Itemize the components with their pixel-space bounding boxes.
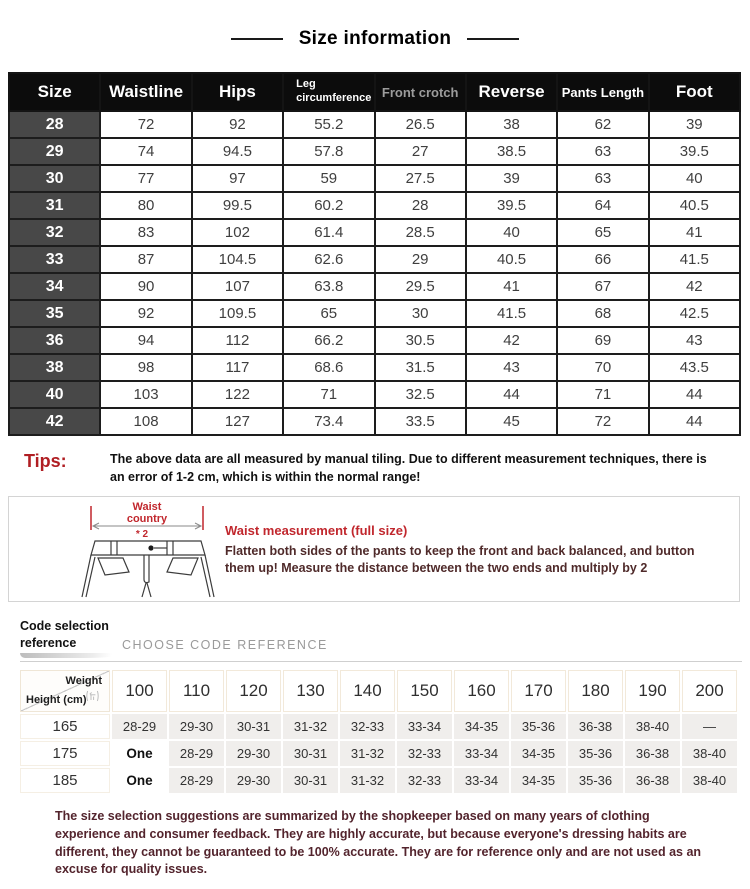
measurement-cell: 112 <box>192 327 283 354</box>
measurement-cell: 44 <box>649 408 740 435</box>
measurement-cell: 72 <box>557 408 648 435</box>
size-table-body <box>9 111 740 435</box>
measurement-cell: 42.5 <box>649 300 740 327</box>
measurement-cell: 71 <box>557 381 648 408</box>
measurement-cell: 32.5 <box>375 381 466 408</box>
code-cell: 31-32 <box>340 741 395 766</box>
code-cell: 30-31 <box>226 714 281 739</box>
measurement-cell: 38.5 <box>466 138 557 165</box>
waist-measurement-panel <box>8 496 740 602</box>
code-cell: 29-30 <box>226 768 281 793</box>
measurement-cell: 92 <box>100 300 191 327</box>
button-dot <box>148 546 153 551</box>
measurement-cell: 40.5 <box>466 246 557 273</box>
tips-section <box>24 450 750 486</box>
measurement-cell: 73.4 <box>283 408 374 435</box>
weight-column-header: 190 <box>625 670 680 712</box>
measurement-cell: 39 <box>466 165 557 192</box>
measurement-cell: 44 <box>466 381 557 408</box>
size-disclaimer: The size selection suggestions are summarized by the shopkeeper based on many years of clothing experience and consumer feedback. They are highly accurate, but because everyone's dressing habits are different, they cannot be guaranteed to be 100% accurate. They are for reference only and are not used as an excuse for quality issues. <box>55 809 702 877</box>
size-table-row <box>9 246 740 273</box>
height-cell: 165 <box>20 714 110 739</box>
diagram-country-label: country <box>126 513 168 526</box>
weight-column-header: 130 <box>283 670 338 712</box>
code-cell: 32-33 <box>397 768 452 793</box>
code-cell: 33-34 <box>397 714 452 739</box>
measurement-cell: 61.4 <box>283 219 374 246</box>
code-cell: One <box>112 741 167 766</box>
code-reference-table <box>18 668 739 795</box>
tips-label: Tips: <box>24 451 67 471</box>
height-cell: 185 <box>20 768 110 793</box>
section-divider <box>20 661 742 662</box>
code-cell: 32-33 <box>340 714 395 739</box>
matrix-corner-cell <box>20 670 110 712</box>
page-title: Size information <box>298 28 452 49</box>
waist-texts <box>225 523 695 576</box>
code-cell: 38-40 <box>682 741 737 766</box>
code-cell: 35-36 <box>568 768 623 793</box>
pants-outline <box>82 541 214 597</box>
measurement-cell: 104.5 <box>192 246 283 273</box>
size-value-cell: 34 <box>9 273 100 300</box>
code-cell: 28-29 <box>169 768 224 793</box>
code-reference-row <box>20 768 737 793</box>
measurement-cell: 38 <box>466 111 557 138</box>
choose-code-subtitle: CHOOSE CODE REFERENCE <box>122 638 328 653</box>
size-column-header: Hips <box>192 73 283 111</box>
measurement-cell: 30 <box>375 300 466 327</box>
measurement-cell: 77 <box>100 165 191 192</box>
measurement-cell: 70 <box>557 354 648 381</box>
pants-diagram <box>53 499 243 599</box>
measurement-cell: 60.2 <box>283 192 374 219</box>
measurement-cell: 69 <box>557 327 648 354</box>
size-column-header: Foot <box>649 73 740 111</box>
code-cell: 35-36 <box>511 714 566 739</box>
code-cell: — <box>682 714 737 739</box>
measurement-cell: 63 <box>557 138 648 165</box>
height-cell: 175 <box>20 741 110 766</box>
title-left-line <box>231 38 283 40</box>
measurement-cell: 40.5 <box>649 192 740 219</box>
measurement-cell: 90 <box>100 273 191 300</box>
measurement-cell: 83 <box>100 219 191 246</box>
size-table-row <box>9 219 740 246</box>
measurement-cell: 42 <box>649 273 740 300</box>
size-table-row <box>9 273 740 300</box>
measurement-cell: 31.5 <box>375 354 466 381</box>
measurement-cell: 29 <box>375 246 466 273</box>
measurement-cell: 127 <box>192 408 283 435</box>
measurement-cell: 29.5 <box>375 273 466 300</box>
measurement-cell: 28.5 <box>375 219 466 246</box>
measurement-cell: 39.5 <box>649 138 740 165</box>
code-cell: 36-38 <box>568 714 623 739</box>
measurement-cell: 65 <box>283 300 374 327</box>
code-cell: 34-35 <box>454 714 509 739</box>
page-title-row <box>0 28 750 50</box>
measurement-cell: 45 <box>466 408 557 435</box>
code-cell: 29-30 <box>169 714 224 739</box>
code-cell: 36-38 <box>625 768 680 793</box>
measurement-cell: 65 <box>557 219 648 246</box>
measurement-cell: 63.8 <box>283 273 374 300</box>
measurement-cell: 62.6 <box>283 246 374 273</box>
code-cell: 31-32 <box>283 714 338 739</box>
measurement-cell: 57.8 <box>283 138 374 165</box>
weight-column-header: 100 <box>112 670 167 712</box>
measurement-cell: 27 <box>375 138 466 165</box>
code-cell: 33-34 <box>454 741 509 766</box>
size-value-cell: 36 <box>9 327 100 354</box>
label-shadow-swoosh <box>20 653 112 658</box>
code-cell: 38-40 <box>625 714 680 739</box>
size-value-cell: 40 <box>9 381 100 408</box>
size-table <box>8 72 741 436</box>
measurement-cell: 64 <box>557 192 648 219</box>
weight-column-header: 160 <box>454 670 509 712</box>
diagram-waist-label: Waist <box>132 501 162 514</box>
code-cell: 28-29 <box>112 714 167 739</box>
size-table-row <box>9 327 740 354</box>
measurement-cell: 40 <box>466 219 557 246</box>
measurement-cell: 30.5 <box>375 327 466 354</box>
tips-text: The above data are all measured by manual tiling. Due to different measurement techniques, there is an error of 1-2 cm, which is within the normal range! <box>110 452 707 485</box>
size-value-cell: 28 <box>9 111 100 138</box>
measurement-cell: 94.5 <box>192 138 283 165</box>
code-reference-row <box>20 714 737 739</box>
measurement-cell: 71 <box>283 381 374 408</box>
size-column-header: Size <box>9 73 100 111</box>
size-table-row <box>9 192 740 219</box>
size-table-row <box>9 381 740 408</box>
measurement-cell: 103 <box>100 381 191 408</box>
code-cell: 33-34 <box>454 768 509 793</box>
measurement-cell: 94 <box>100 327 191 354</box>
measurement-cell: 42 <box>466 327 557 354</box>
measurement-cell: 43.5 <box>649 354 740 381</box>
measurement-cell: 63 <box>557 165 648 192</box>
title-right-line <box>467 38 519 40</box>
measurement-cell: 33.5 <box>375 408 466 435</box>
measurement-cell: 117 <box>192 354 283 381</box>
size-column-header: Waistline <box>100 73 191 111</box>
size-column-header: Leg circumference <box>283 73 374 111</box>
waist-heading: Waist measurement (full size) <box>225 523 408 539</box>
measurement-cell: 41 <box>649 219 740 246</box>
diagram-multiplier: * 2 <box>135 529 149 541</box>
size-value-cell: 31 <box>9 192 100 219</box>
measurement-cell: 97 <box>192 165 283 192</box>
code-reference-row <box>20 741 737 766</box>
measurement-cell: 41 <box>466 273 557 300</box>
measurement-cell: 108 <box>100 408 191 435</box>
measurement-cell: 41.5 <box>649 246 740 273</box>
measurement-cell: 39 <box>649 111 740 138</box>
measurement-cell: 66.2 <box>283 327 374 354</box>
code-cell: 32-33 <box>397 741 452 766</box>
size-column-header: Pants Length <box>557 73 648 111</box>
weight-column-header: 140 <box>340 670 395 712</box>
code-cell: 35-36 <box>568 741 623 766</box>
measurement-cell: 109.5 <box>192 300 283 327</box>
size-table-row <box>9 165 740 192</box>
measurement-cell: 26.5 <box>375 111 466 138</box>
size-value-cell: 35 <box>9 300 100 327</box>
code-cell: 30-31 <box>283 741 338 766</box>
code-cell: 38-40 <box>682 768 737 793</box>
measurement-cell: 41.5 <box>466 300 557 327</box>
weight-column-header: 180 <box>568 670 623 712</box>
measurement-cell: 98 <box>100 354 191 381</box>
measurement-cell: 107 <box>192 273 283 300</box>
code-cell: 34-35 <box>511 768 566 793</box>
measurement-cell: 43 <box>466 354 557 381</box>
measurement-cell: 44 <box>649 381 740 408</box>
matrix-head-row <box>20 670 737 712</box>
size-value-cell: 29 <box>9 138 100 165</box>
measurement-cell: 28 <box>375 192 466 219</box>
waist-instructions: Flatten both sides of the pants to keep the front and back balanced, and button them up! Measure the distance between the two ends and multiply by 2 <box>225 544 695 575</box>
weight-column-header: 200 <box>682 670 737 712</box>
code-cell: 30-31 <box>283 768 338 793</box>
size-table-row <box>9 138 740 165</box>
size-value-cell: 30 <box>9 165 100 192</box>
measurement-cell: 74 <box>100 138 191 165</box>
measurement-cell: 122 <box>192 381 283 408</box>
code-selection-section <box>0 618 750 662</box>
weight-column-header: 110 <box>169 670 224 712</box>
size-value-cell: 38 <box>9 354 100 381</box>
measurement-cell: 72 <box>100 111 191 138</box>
size-value-cell: 32 <box>9 219 100 246</box>
code-cell: 34-35 <box>511 741 566 766</box>
measurement-cell: 40 <box>649 165 740 192</box>
size-table-row <box>9 408 740 435</box>
size-value-cell: 42 <box>9 408 100 435</box>
size-column-header: Front crotch <box>375 73 466 111</box>
weight-column-header: 170 <box>511 670 566 712</box>
size-value-cell: 33 <box>9 246 100 273</box>
jin-unit-icon <box>85 690 100 702</box>
code-cell: 28-29 <box>169 741 224 766</box>
size-table-head-row <box>9 73 740 111</box>
measurement-cell: 55.2 <box>283 111 374 138</box>
measurement-cell: 66 <box>557 246 648 273</box>
code-selection-label: Code selection reference <box>20 619 109 651</box>
size-column-header: Reverse <box>466 73 557 111</box>
measurement-cell: 92 <box>192 111 283 138</box>
measurement-cell: 80 <box>100 192 191 219</box>
size-table-row <box>9 300 740 327</box>
matrix-body <box>20 714 737 793</box>
code-cell: 36-38 <box>625 741 680 766</box>
measurement-cell: 99.5 <box>192 192 283 219</box>
weight-column-header: 120 <box>226 670 281 712</box>
weight-column-header: 150 <box>397 670 452 712</box>
size-table-row <box>9 111 740 138</box>
code-cell: 29-30 <box>226 741 281 766</box>
measurement-cell: 62 <box>557 111 648 138</box>
measurement-cell: 59 <box>283 165 374 192</box>
code-cell: 31-32 <box>340 768 395 793</box>
corner-weight-label: Weight <box>65 675 102 687</box>
measurement-cell: 67 <box>557 273 648 300</box>
code-cell: One <box>112 768 167 793</box>
measurement-cell: 27.5 <box>375 165 466 192</box>
measurement-cell: 68.6 <box>283 354 374 381</box>
corner-height-label: Height (cm) <box>26 694 87 706</box>
measurement-cell: 87 <box>100 246 191 273</box>
measurement-cell: 43 <box>649 327 740 354</box>
measurement-cell: 68 <box>557 300 648 327</box>
measurement-cell: 102 <box>192 219 283 246</box>
size-table-row <box>9 354 740 381</box>
measurement-cell: 39.5 <box>466 192 557 219</box>
